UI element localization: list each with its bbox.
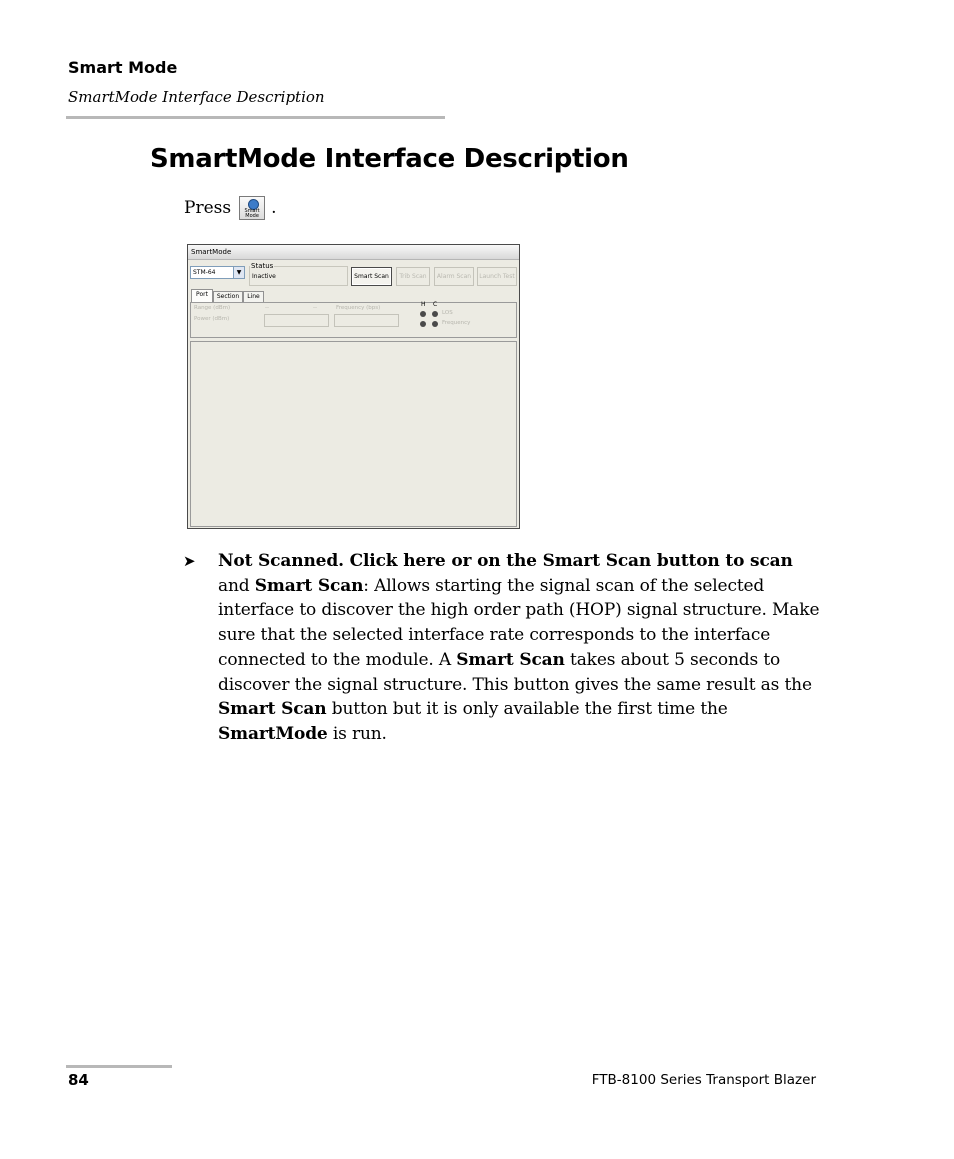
range-value-2: -- (313, 305, 317, 311)
smart-scan-button[interactable]: Smart Scan (351, 267, 392, 286)
frequency-led-label: Frequency (442, 320, 471, 326)
status-value: Inactive (252, 273, 276, 280)
document-title: FTB-8100 Series Transport Blazer (591, 1072, 816, 1088)
smart-scan-term: Smart Scan (254, 575, 364, 596)
window-title: SmartMode (188, 245, 519, 260)
range-value: -- (265, 305, 269, 311)
frequency-field (334, 314, 399, 327)
running-header-section: SmartMode Interface Description (68, 88, 325, 106)
chevron-down-icon[interactable]: ▼ (233, 267, 244, 278)
bullet-arrow-icon: ➤ (183, 552, 196, 570)
rate-select-value: STM-64 (193, 269, 216, 276)
status-label: Status (251, 262, 274, 270)
smart-mode-icon-label: Smart Mode (244, 208, 260, 219)
rate-select[interactable] (190, 266, 245, 279)
port-panel (190, 302, 517, 338)
alarm-scan-button[interactable]: Alarm Scan (434, 267, 474, 286)
smart-mode-icon[interactable] (239, 196, 265, 220)
press-period: . (271, 198, 277, 218)
c-column-label: C (433, 301, 438, 308)
running-header-chapter: Smart Mode (68, 58, 178, 77)
frequency-current-led (432, 321, 438, 327)
frequency-label: Frequency (bps) (336, 305, 381, 311)
page-title: SmartMode Interface Description (150, 144, 629, 174)
footer-rule (66, 1065, 172, 1068)
launch-test-button[interactable]: Launch Test (477, 267, 517, 286)
los-history-led (420, 311, 426, 317)
structure-panel (190, 341, 517, 527)
smart-scan-term: Smart Scan (218, 699, 327, 720)
smart-scan-term: Smart Scan (456, 649, 565, 670)
tab-section[interactable]: Section (213, 291, 243, 302)
smartmode-screenshot (187, 244, 520, 529)
header-rule (66, 116, 445, 119)
los-current-led (432, 311, 438, 317)
frequency-history-led (420, 321, 426, 327)
body-paragraph (218, 549, 824, 747)
los-label: LOS (442, 310, 453, 316)
tab-line[interactable]: Line (243, 291, 264, 302)
range-label: Range (dBm) (194, 305, 231, 311)
tab-port[interactable]: Port (191, 289, 213, 302)
body-text: : Allows starting the signal scan of the selected interface to discover the high order path (HOP) signal structure. Make sure that the selected interface rate corresponds to the interface connected to the module. A (218, 575, 820, 670)
power-label: Power (dBm) (194, 316, 230, 322)
body-text: takes about 5 seconds to discover the signal structure. This button gives the same result as the (218, 649, 812, 695)
trib-scan-button[interactable]: Trib Scan (396, 267, 430, 286)
body-text: button but it is only available the first time the (326, 699, 728, 720)
page-number: 84 (68, 1071, 89, 1089)
power-field (264, 314, 329, 327)
smartmode-term: SmartMode (218, 723, 328, 744)
body-text: is run. (327, 723, 387, 744)
h-column-label: H (421, 301, 426, 308)
press-text: Press (184, 198, 232, 218)
press-instruction (184, 196, 276, 220)
body-text: and (218, 575, 255, 596)
not-scanned-term: Not Scanned. Click here or on the Smart Scan button to scan (218, 551, 793, 571)
